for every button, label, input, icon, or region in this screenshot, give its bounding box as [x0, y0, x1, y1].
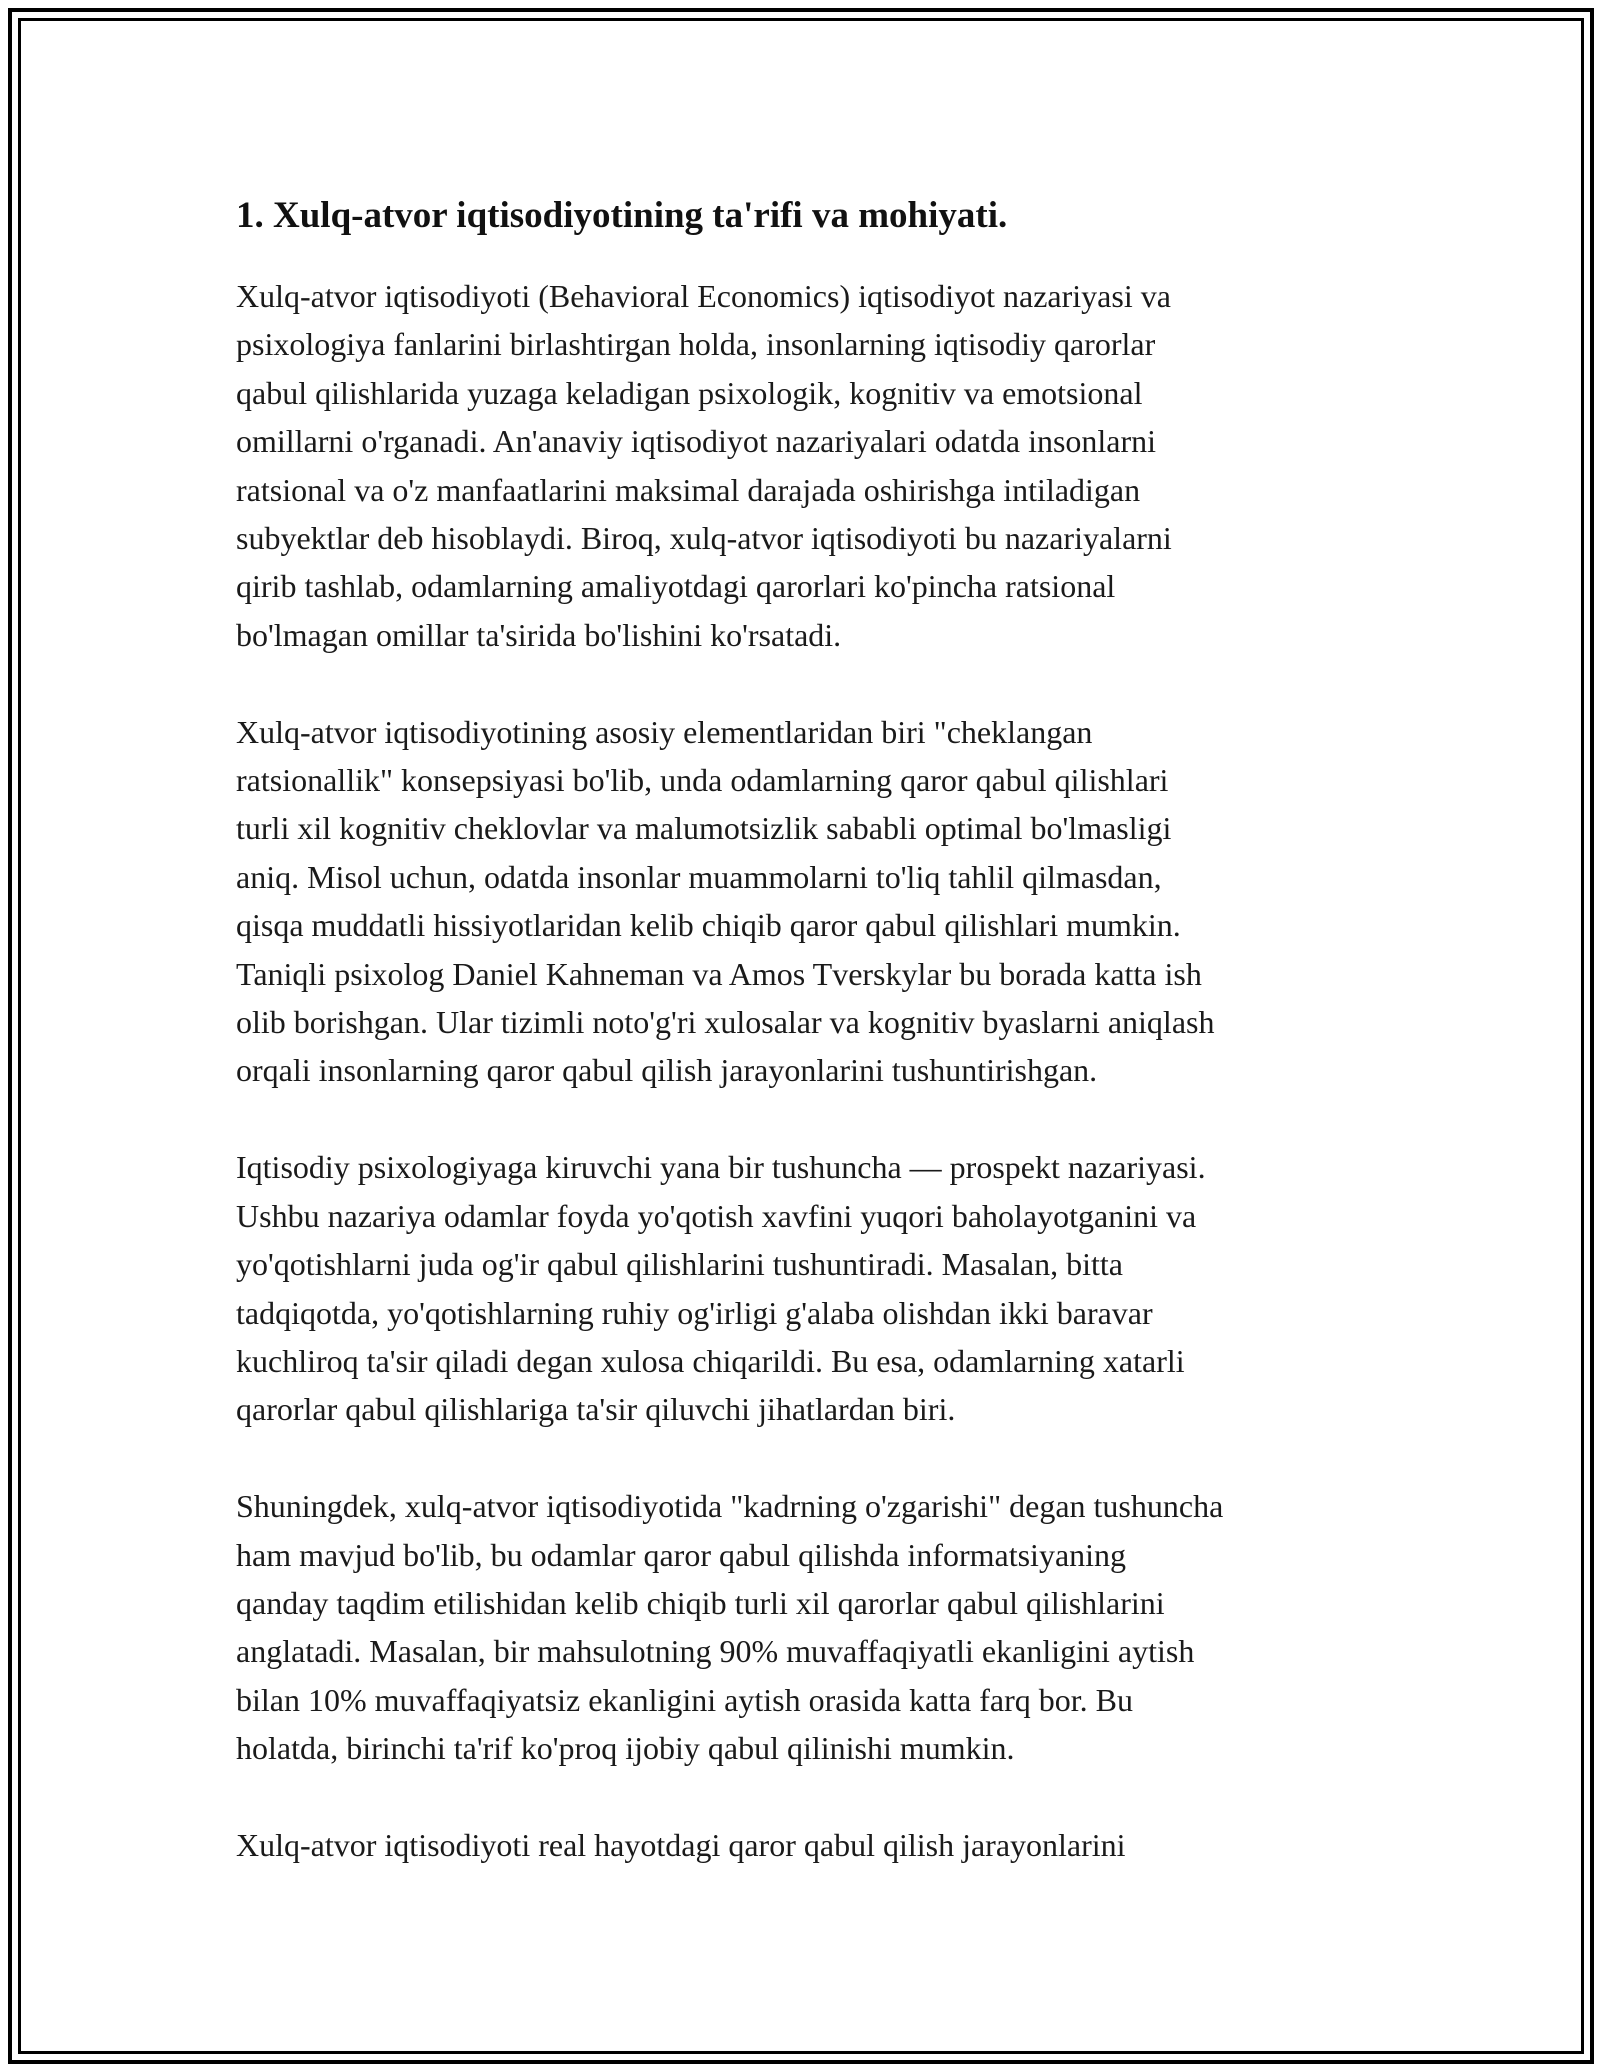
paragraph-gap	[236, 1095, 1386, 1143]
paragraph-4	[236, 1482, 1386, 1772]
text-line: subyektlar deb hisoblaydi. Biroq, xulq-atvor iqtisodiyoti bu nazariyalarni	[236, 520, 1172, 557]
text-line: Xulq-atvor iqtisodiyoti (Behavioral Economics) iqtisodiyot nazariyasi va	[236, 278, 1171, 314]
text-line: aniq. Misol uchun, odatda insonlar muammolarni to'liq tahlil qilmasdan,	[236, 858, 1162, 895]
paragraph-gap	[236, 1434, 1386, 1482]
text-line: qanday taqdim etilishidan kelib chiqib turli xil qarorlar qabul qilishlarini	[236, 1584, 1165, 1621]
text-line: Xulq-atvor iqtisodiyotining asosiy elementlaridan biri "cheklangan	[236, 713, 1093, 750]
text-line: ham mavjud bo'lib, bu odamlar qaror qabul qilishda informatsiyaning	[236, 1536, 1127, 1573]
text-line: tadqiqotda, yo'qotishlarning ruhiy og'irligi g'alaba olishdan ikki baravar	[236, 1294, 1153, 1331]
text-line: olib borishgan. Ular tizimli noto'g'ri xulosalar va kognitiv byaslarni aniqlash	[236, 1004, 1215, 1041]
text-line: kuchliroq ta'sir qiladi degan xulosa chiqarildi. Bu esa, odamlarning xatarli	[236, 1342, 1185, 1379]
text-line: psixologiya fanlarini birlashtirgan holda, insonlarning iqtisodiy qarorlar	[236, 326, 1156, 363]
text-line: Iqtisodiy psixologiyaga kiruvchi yana bir tushuncha — prospekt nazariyasi.	[236, 1149, 1206, 1186]
paragraph-2	[236, 708, 1386, 1095]
paragraph-3	[236, 1143, 1386, 1433]
text-line: ratsionallik" konsepsiyasi bo'lib, unda odamlarning qaror qabul qilishlari	[236, 762, 1169, 799]
text-line: orqali insonlarning qaror qabul qilish jarayonlarini tushuntirishgan.	[236, 1052, 1098, 1089]
text-line: qabul qilishlarida yuzaga keladigan psixologik, kognitiv va emotsional	[236, 374, 1143, 411]
text-line: yo'qotishlarni juda og'ir qabul qilishlarini tushuntiradi. Masalan, bitta	[236, 1246, 1123, 1283]
text-line: Xulq-atvor iqtisodiyoti real hayotdagi qaror qabul qilish jarayonlarini	[236, 1826, 1126, 1863]
text-line: ratsional va o'z manfaatlarini maksimal darajada oshirishga intiladigan	[236, 471, 1141, 508]
document-body	[236, 186, 1386, 1869]
text-line: bo'lmagan omillar ta'sirida bo'lishini ko'rsatadi.	[236, 616, 842, 653]
text-line: turli xil kognitiv cheklovlar va malumotsizlik sababli optimal bo'lmasligi	[236, 810, 1172, 847]
text-line: qisqa muddatli hissiyotlaridan kelib chiqib qaror qabul qilishlari mumkin.	[236, 907, 1181, 944]
text-line: qarorlar qabul qilishlariga ta'sir qiluvchi jihatlardan biri.	[236, 1391, 956, 1428]
section-heading: 1. Xulq-atvor iqtisodiyotining ta'rifi va mohiyati.	[236, 195, 1008, 236]
paragraph-5	[236, 1821, 1386, 1869]
paragraph-1	[236, 272, 1386, 659]
text-line: Taniqli psixolog Daniel Kahneman va Amos Tverskylar bu borada katta ish	[236, 955, 1202, 992]
text-line: Shuningdek, xulq-atvor iqtisodiyotida "kadrning o'zgarishi" degan tushuncha	[236, 1488, 1224, 1525]
paragraph-gap	[236, 659, 1386, 707]
text-line: bilan 10% muvaffaqiyatsiz ekanligini aytish orasida katta farq bor. Bu	[236, 1681, 1133, 1718]
text-line: holatda, birinchi ta'rif ko'proq ijobiy qabul qilinishi mumkin.	[236, 1730, 1015, 1767]
text-line: Ushbu nazariya odamlar foyda yo'qotish xavfini yuqori baholayotganini va	[236, 1197, 1197, 1234]
paragraph-gap	[236, 1773, 1386, 1821]
text-line: omillarni o'rganadi. An'anaviy iqtisodiyot nazariyalari odatda insonlarni	[236, 423, 1157, 460]
text-line: qirib tashlab, odamlarning amaliyotdagi qarorlari ko'pincha ratsional	[236, 568, 1116, 605]
text-line: anglatadi. Masalan, bir mahsulotning 90% muvaffaqiyatli ekanligini aytish	[236, 1633, 1195, 1670]
